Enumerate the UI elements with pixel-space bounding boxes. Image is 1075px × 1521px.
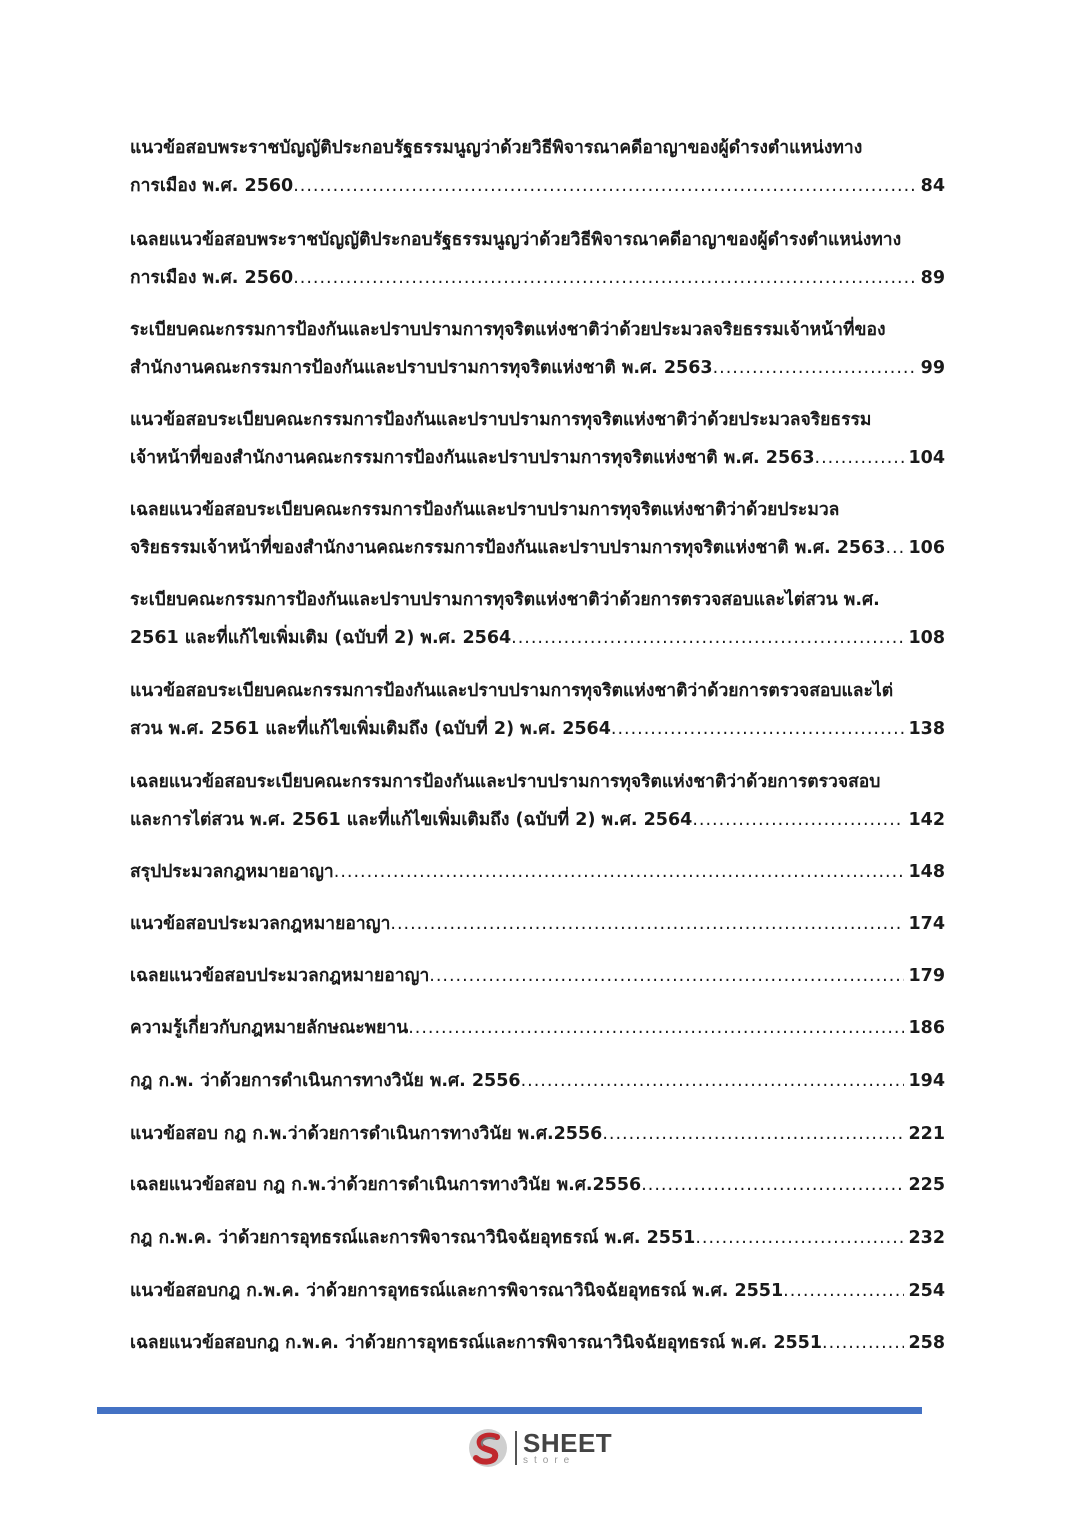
toc-entry-title: การเมือง พ.ศ. 2560 <box>130 176 294 196</box>
toc-page-number: 194 <box>908 1071 945 1091</box>
toc-entry-title: กฎ ก.พ.ค. ว่าด้วยการอุทธรณ์และการพิจารณาวินิจฉัยอุทธรณ์ พ.ศ. 2551 <box>130 1228 696 1248</box>
toc-entry[interactable] <box>130 1013 945 1041</box>
toc-entry-title: เฉลยแนวข้อสอบประมวลกฎหมายอาญา <box>130 966 430 986</box>
toc-page-number: 179 <box>908 966 945 986</box>
toc-page-number: 84 <box>920 176 945 196</box>
toc-page-number: 232 <box>908 1228 945 1248</box>
toc-entry[interactable] <box>130 495 945 561</box>
toc-leader-dots <box>408 1018 904 1038</box>
toc-leader-dots <box>293 176 916 196</box>
toc-entry[interactable] <box>130 676 945 742</box>
toc-entry-title: แนวข้อสอบ กฎ ก.พ.ว่าด้วยการดำเนินการทางวินัย พ.ศ.2556 <box>130 1124 603 1144</box>
toc-leader-dots <box>511 628 904 648</box>
sheet-store-logo-icon <box>467 1427 509 1469</box>
toc-entry-title: แนวข้อสอบกฎ ก.พ.ค. ว่าด้วยการอุทธรณ์และการพิจารณาวินิจฉัยอุทธรณ์ พ.ศ. 2551 <box>130 1281 784 1301</box>
toc-entry-title: สวน พ.ศ. 2561 และที่แก้ไขเพิ่มเติมถึง (ฉบับที่ 2) พ.ศ. 2564 <box>130 719 611 739</box>
toc-page-number: 106 <box>908 538 945 558</box>
toc-leader-dots <box>611 719 905 739</box>
toc-entry-title: สำนักงานคณะกรรมการป้องกันและปราบปรามการทุจริตแห่งชาติ พ.ศ. 2563 <box>130 358 713 378</box>
toc-leader-dots <box>815 448 905 468</box>
toc-page-number: 104 <box>908 448 945 468</box>
toc-entry-title: สรุปประมวลกฎหมายอาญา <box>130 862 334 882</box>
toc-page-number: 186 <box>908 1018 945 1038</box>
toc-entry-title: การเมือง พ.ศ. 2560 <box>130 268 294 288</box>
toc-page-number: 108 <box>908 628 945 648</box>
toc-entry-title-line: ระเบียบคณะกรรมการป้องกันและปราบปรามการทุจริตแห่งชาติว่าด้วยประมวลจริยธรรมเจ้าหน้าที่ของ <box>130 320 886 340</box>
logo-sub-text: store <box>523 1455 576 1466</box>
toc-leader-dots <box>293 268 916 288</box>
toc-page-number: 138 <box>908 719 945 739</box>
toc-leader-dots <box>695 1228 904 1248</box>
toc-entry-title: แนวข้อสอบประมวลกฎหมายอาญา <box>130 914 391 934</box>
toc-entry[interactable] <box>130 585 945 651</box>
toc-entry[interactable] <box>130 857 945 885</box>
logo-separator <box>515 1431 517 1465</box>
toc-entry[interactable] <box>130 315 945 381</box>
toc-entry[interactable] <box>130 909 945 937</box>
toc-leader-dots <box>641 1175 904 1195</box>
logo-brand-text: SHEET <box>523 1428 613 1458</box>
toc-entry-title-line: แนวข้อสอบพระราชบัญญัติประกอบรัฐธรรมนูญว่าด้วยวิธีพิจารณาคดีอาญาของผู้ดำรงตำแหน่งทาง <box>130 138 863 158</box>
toc-entry[interactable] <box>130 1170 945 1198</box>
toc-leader-dots <box>429 966 904 986</box>
toc-entry[interactable] <box>130 1066 945 1094</box>
logo-wordmark <box>523 1430 612 1466</box>
footer-divider <box>97 1407 922 1414</box>
toc-entry[interactable] <box>130 1328 945 1356</box>
toc-entry-title: เฉลยแนวข้อสอบ กฎ ก.พ.ว่าด้วยการดำเนินการทางวินัย พ.ศ.2556 <box>130 1175 642 1195</box>
toc-leader-dots <box>783 1281 904 1301</box>
toc-entry[interactable] <box>130 133 945 199</box>
toc-entry[interactable] <box>130 767 945 833</box>
toc-entry-title: จริยธรรมเจ้าหน้าที่ของสำนักงานคณะกรรมการป้องกันและปราบปรามการทุจริตแห่งชาติ พ.ศ. 2563 <box>130 538 886 558</box>
sheet-store-logo <box>467 1427 612 1469</box>
toc-leader-dots <box>390 914 904 934</box>
toc-entry[interactable] <box>130 1276 945 1304</box>
toc-leader-dots <box>713 358 917 378</box>
toc-entry-title: เฉลยแนวข้อสอบกฎ ก.พ.ค. ว่าด้วยการอุทธรณ์และการพิจารณาวินิจฉัยอุทธรณ์ พ.ศ. 2551 <box>130 1333 823 1353</box>
toc-entry-title-line: แนวข้อสอบระเบียบคณะกรรมการป้องกันและปราบปรามการทุจริตแห่งชาติว่าด้วยประมวลจริยธรรม <box>130 410 872 430</box>
toc-leader-dots <box>602 1124 904 1144</box>
toc-entry-title: ความรู้เกี่ยวกับกฎหมายลักษณะพยาน <box>130 1018 409 1038</box>
toc-entry-title-line: เฉลยแนวข้อสอบระเบียบคณะกรรมการป้องกันและปราบปรามการทุจริตแห่งชาติว่าด้วยประมวล <box>130 500 840 520</box>
toc-leader-dots <box>692 810 904 830</box>
toc-entry[interactable] <box>130 1223 945 1251</box>
toc-leader-dots <box>822 1333 904 1353</box>
toc-entry-title: 2561 และที่แก้ไขเพิ่มเติม (ฉบับที่ 2) พ.ศ. 2564 <box>130 628 512 648</box>
toc-entry[interactable] <box>130 405 945 471</box>
toc-page-number: 174 <box>908 914 945 934</box>
toc-page-number: 258 <box>908 1333 945 1353</box>
toc-entry-title-line: แนวข้อสอบระเบียบคณะกรรมการป้องกันและปราบปรามการทุจริตแห่งชาติว่าด้วยการตรวจสอบและไต่ <box>130 681 894 701</box>
toc-page-number: 142 <box>908 810 945 830</box>
toc-entry-title: กฎ ก.พ. ว่าด้วยการดำเนินการทางวินัย พ.ศ. 2556 <box>130 1071 521 1091</box>
toc-entry[interactable] <box>130 961 945 989</box>
toc-entry[interactable] <box>130 1119 945 1147</box>
toc-page-number: 254 <box>908 1281 945 1301</box>
toc-page-number: 99 <box>920 358 945 378</box>
toc-entry[interactable] <box>130 225 945 291</box>
toc-entry-title-line: เฉลยแนวข้อสอบระเบียบคณะกรรมการป้องกันและปราบปรามการทุจริตแห่งชาติว่าด้วยการตรวจสอบ <box>130 772 881 792</box>
toc-entry-title: เจ้าหน้าที่ของสำนักงานคณะกรรมการป้องกันและปราบปรามการทุจริตแห่งชาติ พ.ศ. 2563 <box>130 448 815 468</box>
toc-page-number: 148 <box>908 862 945 882</box>
toc-leader-dots <box>334 862 905 882</box>
toc-page-number: 225 <box>908 1175 945 1195</box>
toc-leader-dots <box>521 1071 905 1091</box>
toc-entry-title-line: ระเบียบคณะกรรมการป้องกันและปราบปรามการทุจริตแห่งชาติว่าด้วยการตรวจสอบและไต่สวน พ.ศ. <box>130 590 880 610</box>
toc-leader-dots <box>885 538 904 558</box>
toc-entry-title: และการไต่สวน พ.ศ. 2561 และที่แก้ไขเพิ่มเติมถึง (ฉบับที่ 2) พ.ศ. 2564 <box>130 810 693 830</box>
toc-entry-title-line: เฉลยแนวข้อสอบพระราชบัญญัติประกอบรัฐธรรมนูญว่าด้วยวิธีพิจารณาคดีอาญาของผู้ดำรงตำแหน่งทาง <box>130 230 902 250</box>
toc-page-number: 221 <box>908 1124 945 1144</box>
toc-page-number: 89 <box>920 268 945 288</box>
